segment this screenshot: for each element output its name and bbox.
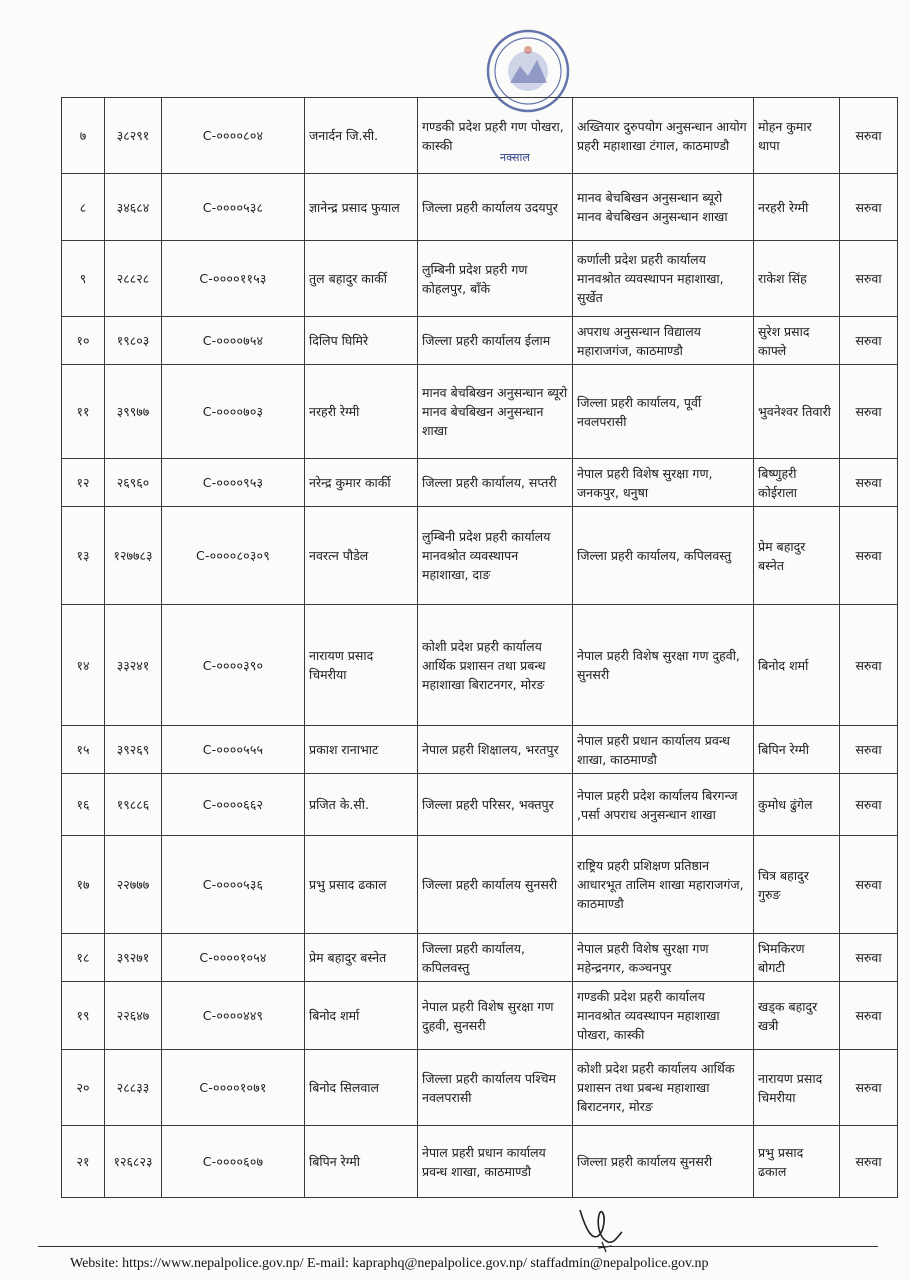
table-row [62,1050,898,1126]
current-office-cell: नेपाल प्रहरी प्रधान कार्यालय प्रवन्ध शाखा, काठमाण्डौ [418,1126,573,1198]
police-id-cell: १९८८६ [105,774,162,836]
serial-number-cell: १६ [62,774,105,836]
replacement-name-cell: प्रभु प्रसाद ढकाल [754,1126,840,1198]
current-office-cell: जिल्ला प्रहरी कार्यालय सुनसरी [418,836,573,934]
replacement-name-cell: प्रेम बहादुर बस्नेत [754,507,840,605]
table-row [62,241,898,317]
police-id-cell: १२६८२३ [105,1126,162,1198]
transfer-office-cell: जिल्ला प्रहरी कार्यालय सुनसरी [573,1126,754,1198]
signature-mark [572,1196,632,1256]
transfer-office-cell: मानव बेचबिखन अनुसन्धान ब्यूरो मानव बेचबिखन अनुसन्धान शाखा [573,174,754,241]
status-text-cell: सरुवा [840,774,898,836]
serial-number-cell: १५ [62,726,105,774]
transfer-office-cell: कर्णाली प्रदेश प्रहरी कार्यालय मानवश्रोत व्यवस्थापन महाशाखा, सुर्खेत [573,241,754,317]
code-number-cell: C-००००५३८ [162,174,305,241]
transfer-roster-table [61,97,898,1198]
transfer-office-cell: अख्तियार दुरुपयोग अनुसन्धान आयोग प्रहरी महाशाखा टंगाल, काठमाण्डौ [573,98,754,174]
code-number-cell: C-००००७०३ [162,365,305,459]
status-text-cell: सरुवा [840,241,898,317]
transfer-office-cell: कोशी प्रदेश प्रहरी कार्यालय आर्थिक प्रशासन तथा प्रबन्ध महाशाखा बिराटनगर, मोरङ [573,1050,754,1126]
police-id-cell: २८८३३ [105,1050,162,1126]
table-row [62,317,898,365]
code-number-cell: C-००००८०३०९ [162,507,305,605]
table-row [62,605,898,726]
replacement-name-cell: नारायण प्रसाद चिमरीया [754,1050,840,1126]
serial-number-cell: ९ [62,241,105,317]
seal-text: नक्साल [500,151,530,164]
police-id-cell: २२७७७ [105,836,162,934]
code-number-cell: C-००००९५३ [162,459,305,507]
police-id-cell: ३८२९१ [105,98,162,174]
transfer-office-cell: नेपाल प्रहरी प्रधान कार्यालय प्रवन्ध शाखा, काठमाण्डौ [573,726,754,774]
current-office-cell: जिल्ला प्रहरी कार्यालय पश्चिम नवलपरासी [418,1050,573,1126]
table-row [62,836,898,934]
current-office-cell: नेपाल प्रहरी शिक्षालय, भरतपुर [418,726,573,774]
police-id-cell: ३३२४१ [105,605,162,726]
code-number-cell: C-००००८०४ [162,98,305,174]
table-row [62,174,898,241]
transfer-office-cell: नेपाल प्रहरी प्रदेश कार्यालय बिरगन्ज ,पर्सा अपराध अनुसन्धान शाखा [573,774,754,836]
replacement-name-cell: राकेश सिंह [754,241,840,317]
code-number-cell: C-००००५५५ [162,726,305,774]
replacement-name-cell: चित्र बहादुर गुरुङ [754,836,840,934]
employee-name-cell: प्रकाश रानाभाट [305,726,418,774]
table-row [62,1126,898,1198]
transfer-office-cell: नेपाल प्रहरी विशेष सुरक्षा गण, जनकपुर, धनुषा [573,459,754,507]
police-id-cell: ३४६८४ [105,174,162,241]
footer-contact: Website: https://www.nepalpolice.gov.np/ E-mail: kapraphq@nepalpolice.gov.np/ staffadmin@nepalpolice.gov.np [70,1256,709,1271]
employee-name-cell: प्रेम बहादुर बस्नेत [305,934,418,982]
current-office-cell: जिल्ला प्रहरी कार्यालय उदयपुर [418,174,573,241]
police-id-cell: १२७७८३ [105,507,162,605]
employee-name-cell: नरेन्द्र कुमार कार्की [305,459,418,507]
replacement-name-cell: भिमकिरण बोगटी [754,934,840,982]
table-row [62,365,898,459]
police-id-cell: ३९२७१ [105,934,162,982]
code-number-cell: C-००००१०७१ [162,1050,305,1126]
footer-divider [38,1246,878,1247]
current-office-cell: गण्डकी प्रदेश प्रहरी गण पोखरा, कास्की [418,98,573,174]
employee-name-cell: बिपिन रेग्मी [305,1126,418,1198]
transfer-office-cell: नेपाल प्रहरी विशेष सुरक्षा गण दुहवी, सुनसरी [573,605,754,726]
police-id-cell: ३९२६९ [105,726,162,774]
current-office-cell: जिल्ला प्रहरी कार्यालय ईलाम [418,317,573,365]
replacement-name-cell: नरहरी रेग्मी [754,174,840,241]
replacement-name-cell: भुवनेश्वर तिवारी [754,365,840,459]
employee-name-cell: नवरत्न पौडेल [305,507,418,605]
transfer-office-cell: अपराध अनुसन्धान विद्यालय महाराजगंज, काठमाण्डौ [573,317,754,365]
current-office-cell: जिल्ला प्रहरी कार्यालय, सप्तरी [418,459,573,507]
replacement-name-cell: कुमोध ढुंगेल [754,774,840,836]
serial-number-cell: २१ [62,1126,105,1198]
replacement-name-cell: सुरेश प्रसाद काफ्ले [754,317,840,365]
status-text-cell: सरुवा [840,1050,898,1126]
code-number-cell: C-००००४४९ [162,982,305,1050]
employee-name-cell: प्रजित के.सी. [305,774,418,836]
code-number-cell: C-००००१०५४ [162,934,305,982]
code-number-cell: C-००००५३६ [162,836,305,934]
table-row [62,726,898,774]
roster-body [62,98,898,1198]
status-text-cell: सरुवा [840,98,898,174]
current-office-cell: कोशी प्रदेश प्रहरी कार्यालय आर्थिक प्रशासन तथा प्रबन्ध महाशाखा बिराटनगर, मोरङ [418,605,573,726]
status-text-cell: सरुवा [840,365,898,459]
employee-name-cell: जनार्दन जि.सी. [305,98,418,174]
code-number-cell: C-००००६०७ [162,1126,305,1198]
replacement-name-cell: खड्क बहादुर खत्री [754,982,840,1050]
code-number-cell: C-००००३९० [162,605,305,726]
police-id-cell: २६९६० [105,459,162,507]
serial-number-cell: १० [62,317,105,365]
employee-name-cell: ज्ञानेन्द्र प्रसाद फुयाल [305,174,418,241]
table-row [62,507,898,605]
transfer-office-cell: राष्ट्रिय प्रहरी प्रशिक्षण प्रतिष्ठान आधारभूत तालिम शाखा महाराजगंज, काठमाण्डौ [573,836,754,934]
serial-number-cell: ११ [62,365,105,459]
serial-number-cell: १८ [62,934,105,982]
transfer-office-cell: नेपाल प्रहरी विशेष सुरक्षा गण महेन्द्रनगर, कञ्चनपुर [573,934,754,982]
status-text-cell: सरुवा [840,459,898,507]
replacement-name-cell: बिष्णुहरी कोईराला [754,459,840,507]
police-id-cell: ३९९७७ [105,365,162,459]
transfer-office-cell: जिल्ला प्रहरी कार्यालय, पूर्वी नवलपरासी [573,365,754,459]
current-office-cell: लुम्बिनी प्रदेश प्रहरी कार्यालय मानवश्रोत व्यवस्थापन महाशाखा, दाङ [418,507,573,605]
police-id-cell: २८८२८ [105,241,162,317]
serial-number-cell: ८ [62,174,105,241]
serial-number-cell: १३ [62,507,105,605]
table-row [62,934,898,982]
table-row [62,459,898,507]
serial-number-cell: ७ [62,98,105,174]
replacement-name-cell: मोहन कुमार थापा [754,98,840,174]
current-office-cell: मानव बेचबिखन अनुसन्धान ब्यूरो मानव बेचबिखन अनुसन्धान शाखा [418,365,573,459]
employee-name-cell: दिलिप घिमिरे [305,317,418,365]
police-id-cell: २२६४७ [105,982,162,1050]
current-office-cell: नेपाल प्रहरी विशेष सुरक्षा गण दुहवी, सुनसरी [418,982,573,1050]
replacement-name-cell: बिनोद शर्मा [754,605,840,726]
transfer-office-cell: गण्डकी प्रदेश प्रहरी कार्यालय मानवश्रोत व्यवस्थापन महाशाखा पोखरा, कास्की [573,982,754,1050]
table-row [62,98,898,174]
serial-number-cell: १२ [62,459,105,507]
employee-name-cell: नरहरी रेग्मी [305,365,418,459]
status-text-cell: सरुवा [840,507,898,605]
current-office-cell: जिल्ला प्रहरी परिसर, भक्तपुर [418,774,573,836]
status-text-cell: सरुवा [840,1126,898,1198]
employee-name-cell: बिनोद शर्मा [305,982,418,1050]
transfer-office-cell: जिल्ला प्रहरी कार्यालय, कपिलवस्तु [573,507,754,605]
serial-number-cell: १७ [62,836,105,934]
status-text-cell: सरुवा [840,317,898,365]
employee-name-cell: तुल बहादुर कार्की [305,241,418,317]
serial-number-cell: १४ [62,605,105,726]
replacement-name-cell: बिपिन रेग्मी [754,726,840,774]
table-row [62,982,898,1050]
employee-name-cell: बिनोद सिलवाल [305,1050,418,1126]
employee-name-cell: प्रभु प्रसाद ढकाल [305,836,418,934]
code-number-cell: C-००००७५४ [162,317,305,365]
code-number-cell: C-००००६६२ [162,774,305,836]
current-office-cell: लुम्बिनी प्रदेश प्रहरी गण कोहलपुर, बाँके [418,241,573,317]
status-text-cell: सरुवा [840,836,898,934]
police-id-cell: १९८०३ [105,317,162,365]
table-row [62,774,898,836]
employee-name-cell: नारायण प्रसाद चिमरीया [305,605,418,726]
status-text-cell: सरुवा [840,982,898,1050]
status-text-cell: सरुवा [840,934,898,982]
code-number-cell: C-००००११५३ [162,241,305,317]
current-office-cell: जिल्ला प्रहरी कार्यालय, कपिलवस्तु [418,934,573,982]
status-text-cell: सरुवा [840,174,898,241]
status-text-cell: सरुवा [840,726,898,774]
status-text-cell: सरुवा [840,605,898,726]
serial-number-cell: २० [62,1050,105,1126]
serial-number-cell: १९ [62,982,105,1050]
